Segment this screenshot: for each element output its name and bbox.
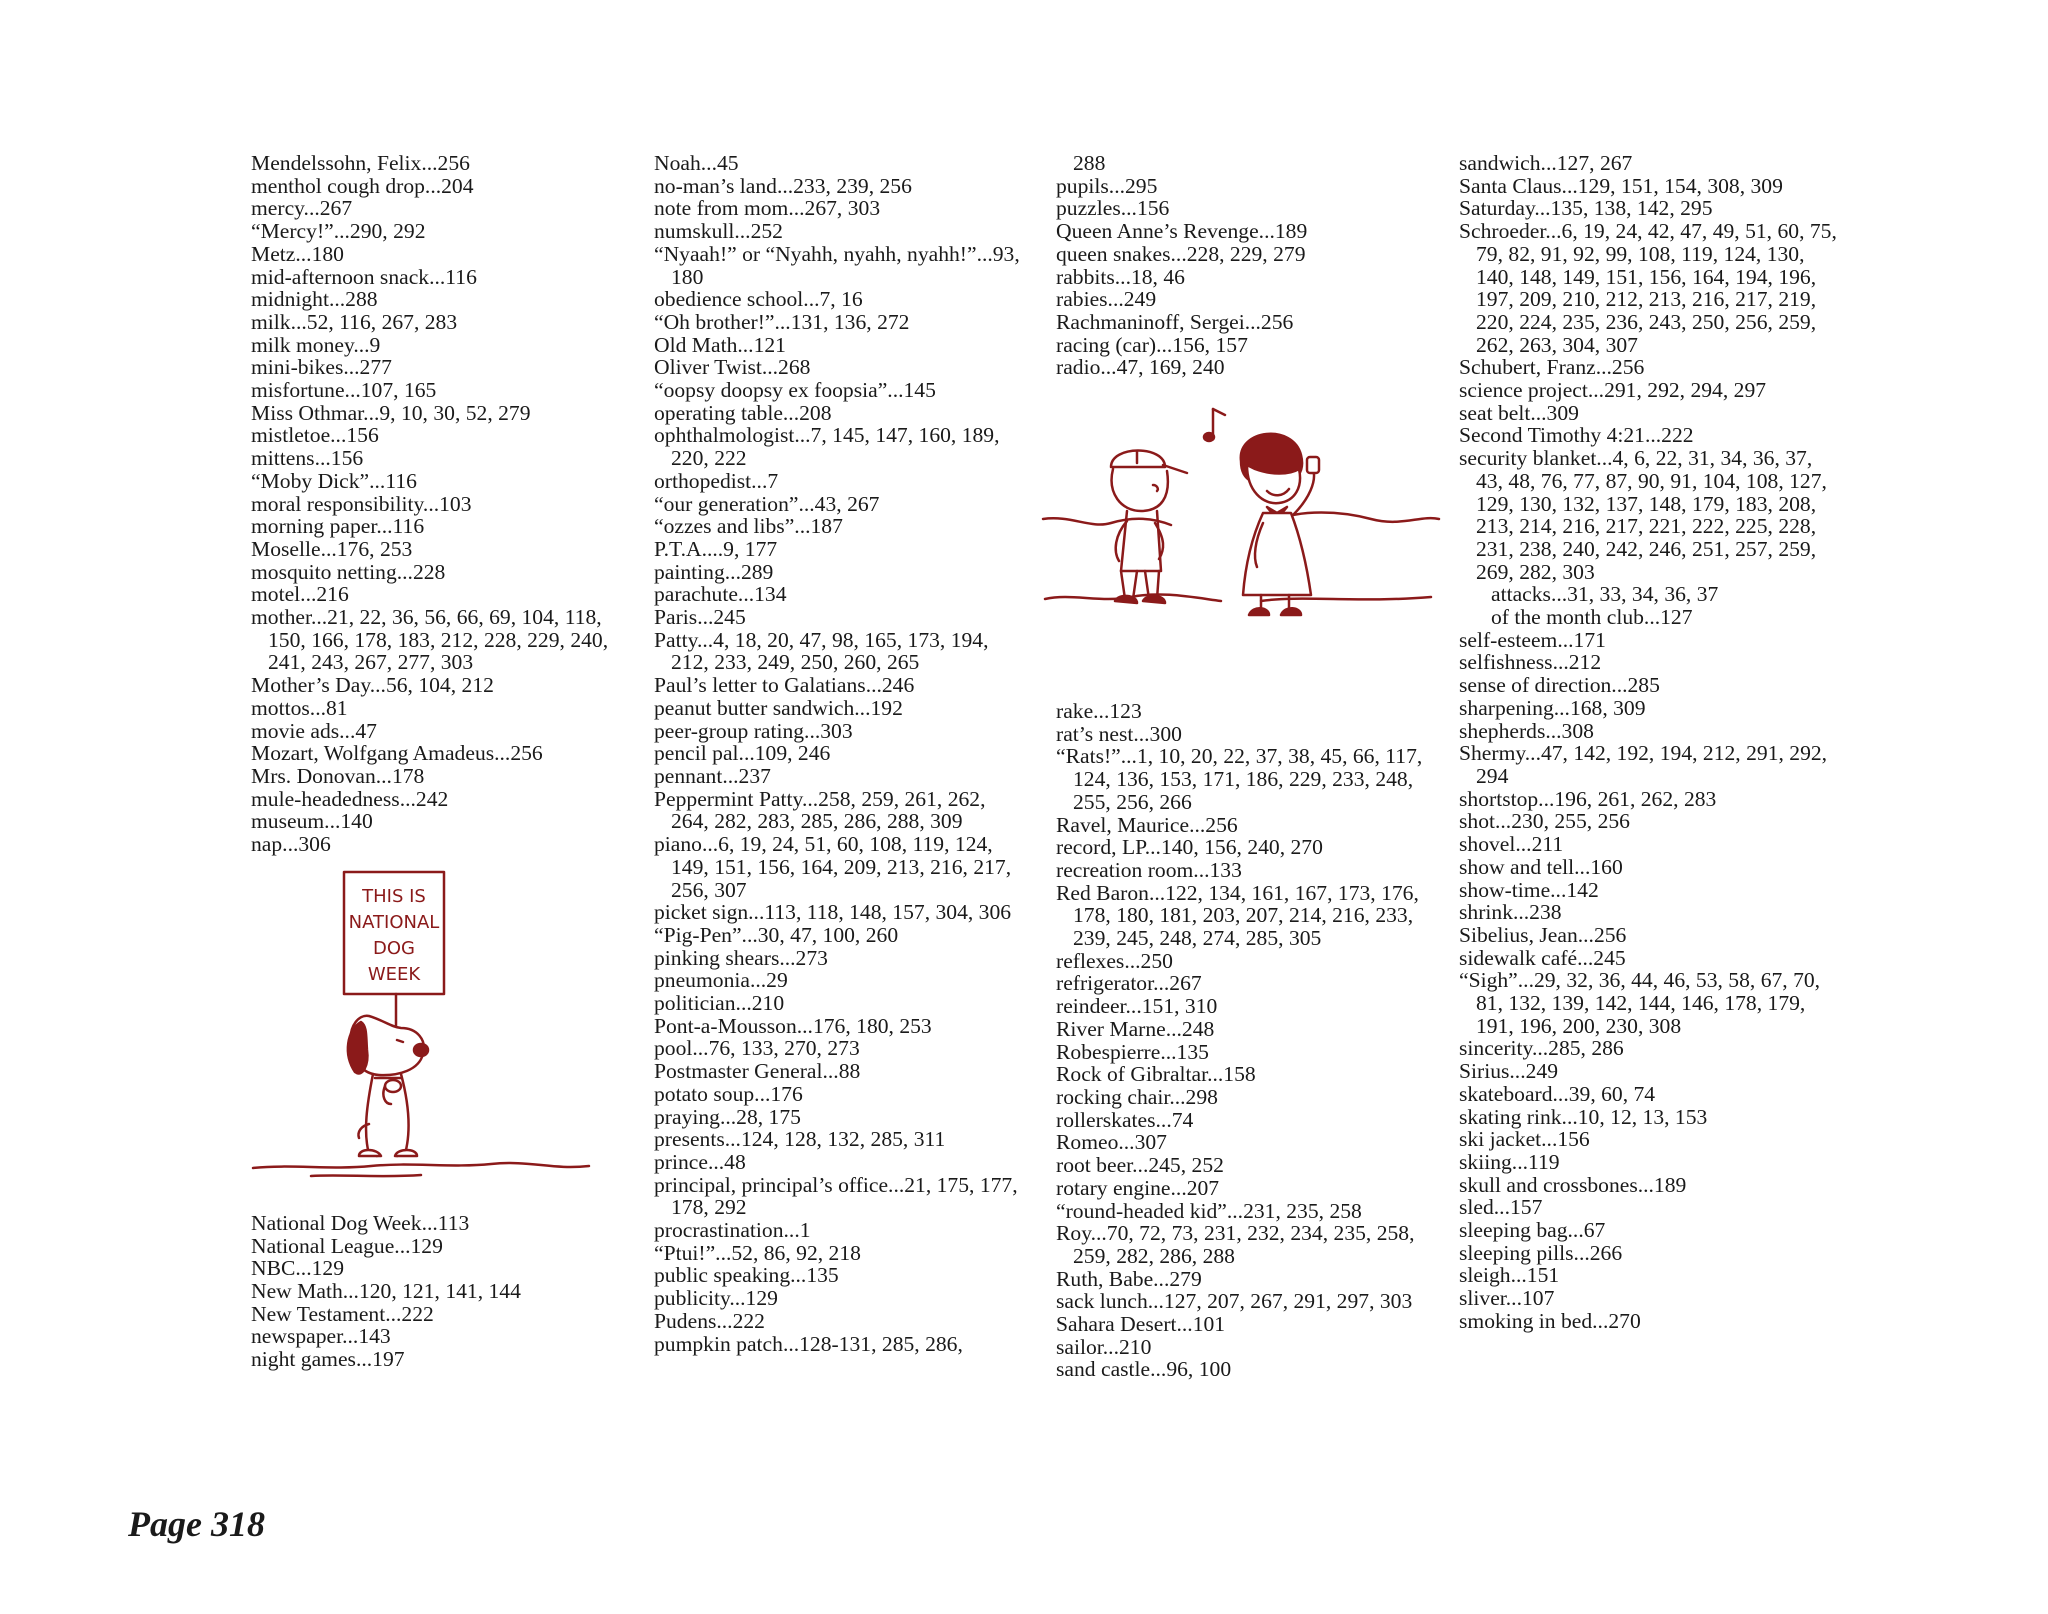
- index-entry: procrastination...1: [654, 1218, 811, 1243]
- index-entry: Peppermint Patty...258, 259, 261, 262, 264, 282, 283, 285, 286, 288, 309: [654, 786, 986, 834]
- index-entry: Mrs. Donovan...178: [251, 763, 425, 788]
- index-entry: sleeping pills...266: [1459, 1240, 1623, 1265]
- index-entry: Sahara Desert...101: [1056, 1312, 1226, 1337]
- snoopy-sign-illustration: [251, 864, 621, 1204]
- index-entry: note from mom...267, 303: [654, 196, 881, 221]
- index-entry: Metz...180: [251, 241, 344, 266]
- index-entry: “round-headed kid”...231, 235, 258: [1056, 1198, 1362, 1223]
- index-entry: Mother’s Day...56, 104, 212: [251, 673, 494, 698]
- index-entry: skateboard...39, 60, 74: [1459, 1081, 1656, 1106]
- index-entry: Schubert, Franz...256: [1459, 355, 1645, 380]
- index-entry: New Math...120, 121, 141, 144: [251, 1278, 521, 1303]
- index-entry: Mendelssohn, Felix...256: [251, 151, 470, 175]
- index-entry: obedience school...7, 16: [654, 287, 863, 312]
- index-entry: mule-headedness...242: [251, 786, 449, 811]
- index-entry: shortstop...196, 261, 262, 283: [1459, 786, 1717, 811]
- index-entry: racing (car)...156, 157: [1056, 332, 1248, 357]
- sign-text-line-2: NATIONAL: [348, 911, 440, 933]
- index-entry: Robespierre...135: [1056, 1039, 1209, 1064]
- index-entry: sense of direction...285: [1459, 673, 1660, 698]
- index-entry: radio...47, 169, 240: [1056, 355, 1225, 380]
- index-entry: peer-group rating...303: [654, 718, 853, 743]
- index-entry: Queen Anne’s Revenge...189: [1056, 219, 1308, 244]
- index-entry: “Ptui!”...52, 86, 92, 218: [654, 1240, 861, 1265]
- index-entry: misfortune...107, 165: [251, 378, 437, 403]
- index-entry: Romeo...307: [1056, 1130, 1167, 1155]
- index-entry: principal, principal’s office...21, 175, 177, 178, 292: [654, 1172, 1018, 1220]
- index-entry: reflexes...250: [1056, 948, 1173, 973]
- index-entry: mistletoe...156: [251, 423, 379, 448]
- index-entry: sand castle...96, 100: [1056, 1357, 1232, 1382]
- index-entry: Oliver Twist...268: [654, 355, 811, 380]
- index-entry: sailor...210: [1056, 1334, 1152, 1359]
- index-entry: P.T.A....9, 177: [654, 536, 778, 561]
- index-entry: Paris...245: [654, 605, 746, 630]
- index-entry: rake...123: [1056, 699, 1142, 724]
- sign-text-line-1: THIS IS: [362, 885, 426, 907]
- index-entry: Pont-a-Mousson...176, 180, 253: [654, 1013, 932, 1038]
- index-entry: mid-afternoon snack...116: [251, 264, 477, 289]
- index-entry: “oopsy doopsy ex foopsia”...145: [654, 378, 936, 403]
- index-entry: Noah...45: [654, 151, 739, 175]
- index-entry: “ozzes and libs”...187: [654, 514, 843, 539]
- index-entry: Moselle...176, 253: [251, 536, 413, 561]
- index-entry: “Moby Dick”...116: [251, 468, 417, 493]
- index-entry: skating rink...10, 12, 13, 153: [1459, 1104, 1708, 1129]
- index-entry: painting...289: [654, 559, 774, 584]
- index-entry: Saturday...135, 138, 142, 295: [1459, 196, 1713, 221]
- index-entry: skull and crossbones...189: [1459, 1172, 1687, 1197]
- index-entry: rollerskates...74: [1056, 1107, 1194, 1132]
- index-entry: orthopedist...7: [654, 468, 779, 493]
- index-list: [1056, 700, 1426, 1381]
- index-entry: Mozart, Wolfgang Amadeus...256: [251, 741, 543, 766]
- index-entry: mini-bikes...277: [251, 355, 392, 380]
- index-list: [1459, 629, 1839, 1333]
- index-entry: pinking shears...273: [654, 945, 828, 970]
- index-entry: Sirius...249: [1459, 1059, 1558, 1084]
- index-entry: security blanket...4, 6, 22, 31, 34, 36, 37, 43, 48, 76, 77, 87, 90, 91, 104, 108, 127, 129, 130, 132, 137, 148, 179, 183, 208, 213, 214, 216, 217, 221, 222, 225, 228, 231, 238, 240, 242, 246, 251, 257, 259, 269, 282, 303: [1459, 446, 1827, 584]
- index-entry: Rachmaninoff, Sergei...256: [1056, 309, 1294, 334]
- index-entry: rocking chair...298: [1056, 1084, 1218, 1109]
- index-entry: selfishness...212: [1459, 650, 1602, 675]
- index-entry: milk money...9: [251, 332, 381, 357]
- index-entry: sack lunch...127, 207, 267, 291, 297, 303: [1056, 1289, 1413, 1314]
- index-entry: numskull...252: [654, 219, 783, 244]
- index-entry: sleeping bag...67: [1459, 1218, 1606, 1243]
- index-entry: science project...291, 292, 294, 297: [1459, 378, 1767, 403]
- index-entry: NBC...129: [251, 1256, 344, 1281]
- index-entry: moral responsibility...103: [251, 491, 472, 516]
- index-entry: sincerity...285, 286: [1459, 1036, 1624, 1061]
- index-entry: Roy...70, 72, 73, 231, 232, 234, 235, 258, 259, 282, 286, 288: [1056, 1221, 1415, 1268]
- index-entry: show and tell...160: [1459, 854, 1623, 879]
- index-entry: “our generation”...43, 267: [654, 491, 880, 516]
- index-entry: museum...140: [251, 809, 373, 834]
- index-entry: parachute...134: [654, 582, 787, 607]
- index-entry: praying...28, 175: [654, 1104, 801, 1129]
- index-entry: pool...76, 133, 270, 273: [654, 1036, 860, 1061]
- index-entry: National Dog Week...113: [251, 1210, 470, 1235]
- index-entry: sandwich...127, 267: [1459, 151, 1633, 175]
- index-entry: skiing...119: [1459, 1149, 1560, 1174]
- index-entry: pumpkin patch...128-131, 285, 286,: [654, 1331, 963, 1356]
- index-entry: motel...216: [251, 582, 349, 607]
- index-column-4: [1459, 152, 1839, 1333]
- index-entry: prince...48: [654, 1149, 746, 1174]
- index-entry: mottos...81: [251, 695, 348, 720]
- index-entry: Rock of Gibraltar...158: [1056, 1062, 1256, 1087]
- index-entry: Santa Claus...129, 151, 154, 308, 309: [1459, 173, 1783, 198]
- index-entry: night games...197: [251, 1347, 405, 1372]
- index-entry: Patty...4, 18, 20, 47, 98, 165, 173, 194, 212, 233, 249, 250, 260, 265: [654, 627, 989, 675]
- index-entry: public speaking...135: [654, 1263, 839, 1288]
- index-entry: Sibelius, Jean...256: [1459, 922, 1627, 947]
- index-entry: National League...129: [251, 1233, 443, 1258]
- index-entry: Shermy...47, 142, 192, 194, 212, 291, 292, 294: [1459, 741, 1828, 788]
- index-entry: publicity...129: [654, 1286, 778, 1311]
- index-entry: milk...52, 116, 267, 283: [251, 309, 458, 334]
- index-entry: mother...21, 22, 36, 56, 66, 69, 104, 118, 150, 166, 178, 183, 212, 228, 229, 240, 241, 243, 267, 277, 303: [251, 605, 609, 675]
- index-list: [251, 152, 621, 856]
- index-entry: nap...306: [251, 832, 331, 857]
- index-entry: rat’s nest...300: [1056, 721, 1182, 746]
- index-entry: “Mercy!”...290, 292: [251, 219, 426, 244]
- index-entry: “Sigh”...29, 32, 36, 44, 46, 53, 58, 67, 70, 81, 132, 139, 142, 144, 146, 178, 179, 191, 196, 200, 230, 308: [1459, 968, 1821, 1038]
- index-entry: record, LP...140, 156, 240, 270: [1056, 835, 1323, 860]
- index-entry: peanut butter sandwich...192: [654, 695, 903, 720]
- index-column-2: [654, 152, 1024, 1355]
- index-entry: rabies...249: [1056, 287, 1157, 312]
- index-entry: “Oh brother!”...131, 136, 272: [654, 309, 910, 334]
- index-entry: Schroeder...6, 19, 24, 42, 47, 49, 51, 60, 75, 79, 82, 91, 92, 99, 108, 119, 124, 130, 140, 148, 149, 151, 156, 164, 194, 196, 197, 209, 210, 212, 213, 216, 217, 219, 220, 224, 235, 236, 243, 250, 256, 259, 262, 263, 304, 307: [1459, 219, 1837, 357]
- index-entry: sleigh...151: [1459, 1263, 1560, 1288]
- index-entry: shepherds...308: [1459, 718, 1594, 743]
- index-entry: New Testament...222: [251, 1301, 434, 1326]
- index-entry: menthol cough drop...204: [251, 173, 474, 198]
- index-entry: Ruth, Babe...279: [1056, 1266, 1202, 1291]
- index-entry: mosquito netting...228: [251, 559, 446, 584]
- index-entry: River Marne...248: [1056, 1016, 1215, 1041]
- index-entry: smoking in bed...270: [1459, 1308, 1641, 1333]
- index-entry: ophthalmologist...7, 145, 147, 160, 189, 220, 222: [654, 423, 1000, 471]
- index-entry: operating table...208: [654, 400, 832, 425]
- index-entry: shrink...238: [1459, 900, 1562, 925]
- index-entry: shovel...211: [1459, 832, 1564, 857]
- index-entry: politician...210: [654, 991, 785, 1016]
- page-number: Page 318: [128, 1504, 265, 1544]
- index-entry: refrigerator...267: [1056, 971, 1202, 996]
- index-entry: root beer...245, 252: [1056, 1153, 1224, 1178]
- index-entry: morning paper...116: [251, 514, 425, 539]
- index-entry: Red Baron...122, 134, 161, 167, 173, 176, 178, 180, 181, 203, 207, 214, 216, 233, 239, 245, 248, 274, 285, 305: [1056, 880, 1419, 951]
- index-entry: Miss Othmar...9, 10, 30, 52, 279: [251, 400, 531, 425]
- index-entry: “Nyaah!” or “Nyahh, nyahh, nyahh!”...93, 180: [654, 241, 1020, 289]
- index-entry: reindeer...151, 310: [1056, 994, 1218, 1019]
- index-list: [251, 1212, 621, 1371]
- index-entry: sled...157: [1459, 1195, 1543, 1220]
- index-entry: movie ads...47: [251, 718, 377, 743]
- index-subentry: attacks...31, 33, 34, 36, 37: [1491, 582, 1719, 607]
- charlie-brown-lucy-illustration: [1041, 389, 1426, 694]
- index-entry: puzzles...156: [1056, 196, 1170, 221]
- index-entry: Paul’s letter to Galatians...246: [654, 673, 915, 698]
- index-entry-continuation: 288: [1073, 151, 1106, 175]
- index-entry: seat belt...309: [1459, 400, 1579, 425]
- sign-text-line-3: DOG: [373, 937, 415, 959]
- index-entry: show-time...142: [1459, 877, 1599, 902]
- index-entry: ski jacket...156: [1459, 1127, 1590, 1152]
- index-entry: “Rats!”...1, 10, 20, 22, 37, 38, 45, 66, 117, 124, 136, 153, 171, 186, 229, 233, 248, 255, 256, 266: [1056, 744, 1423, 814]
- index-entry: pencil pal...109, 246: [654, 741, 831, 766]
- index-entry: pneumonia...29: [654, 968, 788, 993]
- index-entry: queen snakes...228, 229, 279: [1056, 241, 1306, 266]
- index-entry: presents...124, 128, 132, 285, 311: [654, 1127, 946, 1152]
- index-entry: rotary engine...207: [1056, 1175, 1220, 1200]
- index-entry: Ravel, Maurice...256: [1056, 812, 1238, 837]
- index-list: [654, 152, 1024, 1355]
- index-entry: sidewalk café...245: [1459, 945, 1626, 970]
- index-entry: rabbits...18, 46: [1056, 264, 1185, 289]
- index-entry: midnight...288: [251, 287, 378, 312]
- index-entry: “Pig-Pen”...30, 47, 100, 260: [654, 922, 899, 947]
- index-list: [1056, 175, 1426, 379]
- index-entry: mittens...156: [251, 446, 364, 471]
- index-column-1: [251, 152, 621, 1371]
- index-entry: pennant...237: [654, 763, 771, 788]
- index-entry: potato soup...176: [654, 1081, 803, 1106]
- index-entry: mercy...267: [251, 196, 353, 221]
- index-entry: recreation room...133: [1056, 857, 1242, 882]
- index-sublist: [1459, 583, 1839, 628]
- index-entry: shot...230, 255, 256: [1459, 809, 1630, 834]
- index-entry: Postmaster General...88: [654, 1059, 861, 1084]
- index-entry: newspaper...143: [251, 1324, 391, 1349]
- index-entry: sharpening...168, 309: [1459, 695, 1646, 720]
- index-entry: sliver...107: [1459, 1286, 1555, 1311]
- index-list: [1459, 152, 1839, 583]
- index-entry: pupils...295: [1056, 173, 1158, 198]
- index-entry: picket sign...113, 118, 148, 157, 304, 306: [654, 900, 1012, 925]
- index-column-3: [1056, 152, 1426, 1381]
- index-entry: piano...6, 19, 24, 51, 60, 108, 119, 124, 149, 151, 156, 164, 209, 213, 216, 217, 256, 307: [654, 832, 1012, 902]
- index-subentry: of the month club...127: [1491, 605, 1693, 630]
- sign-text-line-4: WEEK: [367, 963, 421, 985]
- index-entry: Second Timothy 4:21...222: [1459, 423, 1694, 448]
- index-entry: no-man’s land...233, 239, 256: [654, 173, 912, 198]
- index-entry: Old Math...121: [654, 332, 786, 357]
- index-entry: self-esteem...171: [1459, 627, 1606, 652]
- index-entry: Pudens...222: [654, 1308, 765, 1333]
